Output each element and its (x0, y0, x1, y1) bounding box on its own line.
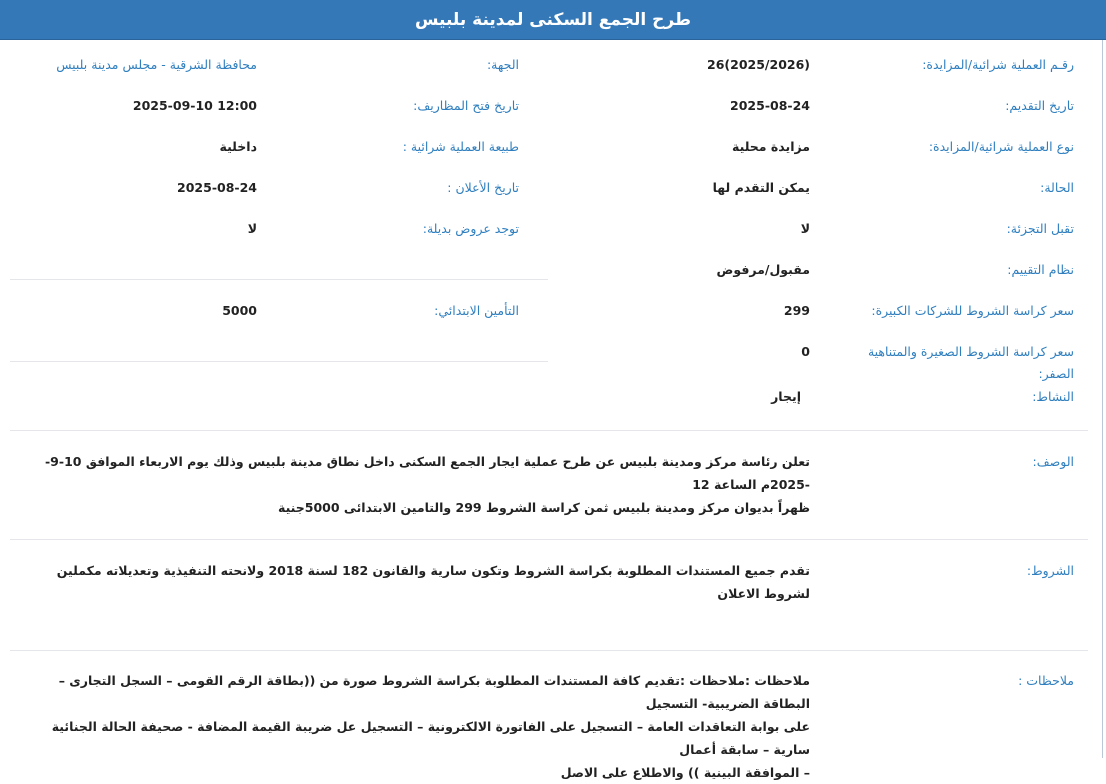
announce-date-value: 2025-08-24 (177, 180, 257, 195)
opening-date-label: تاريخ فتح المظاريف: (413, 98, 519, 113)
operation-nature-label: طبيعة العملية شرائية : (402, 139, 519, 154)
big-companies-price-value: 299 (783, 303, 810, 318)
initial-insurance-label: التأمين الابتدائي: (434, 303, 519, 318)
conditions-line: تقدم جميع المستندات المطلوبة بكراسة الشروط وتكون سارية والقانون 182 لسنة 2018 ولانحته التنفيذية وتعديلاته مكملين لشروط الاعلان (56, 563, 810, 601)
split-label: تقبل التجزئة: (1006, 221, 1074, 236)
operation-number-value: 26(2025/2026) (707, 57, 810, 72)
announce-date-label: تاريخ الأعلان : (447, 180, 519, 195)
opening-date-value: 2025-09-10 12:00 (132, 98, 257, 113)
notes-line: على بوابة التعاقدات العامة – التسجيل على الفاتورة الالكترونية – التسجيل عل ضريبة القيمة المضافة - صحيفة الحالة الجنائية سارية – سابقة أعمال (51, 719, 810, 757)
description-line: تعلن رئاسة مركز ومدينة بلبيس عن طرح عملية ايجار الجمع السكنى داخل نطاق مدينة بلبيس وذلك يوم الاربعاء الموافق 10-9--2025م الساعة 12 (44, 454, 810, 492)
divider (10, 539, 1088, 540)
conditions-label: الشروط: (1026, 563, 1074, 578)
description-label: الوصف: (1032, 454, 1074, 469)
entity-label: الجهة: (486, 57, 519, 72)
page-title: طرح الجمع السكنى لمدينة بلبيس (0, 0, 1106, 40)
divider (10, 430, 1088, 431)
conditions-text (20, 559, 810, 605)
operation-number-label: رقـم العملية شرائية/المزايدة: (922, 57, 1074, 72)
operation-type-label: نوع العملية شرائية/المزايدة: (928, 139, 1074, 154)
notes-text (20, 669, 810, 784)
activity-value: إيجار (771, 389, 801, 404)
small-companies-price-label-2: الصفر: (1038, 366, 1074, 381)
status-value: يمكن التقدم لها (712, 180, 810, 195)
description-text (20, 450, 810, 519)
entity-value: محافظة الشرقية - مجلس مدينة بلبيس (56, 57, 257, 72)
big-companies-price-label: سعر كراسة الشروط للشركات الكبيرة: (871, 303, 1074, 318)
submit-date-value: 2025-08-24 (730, 98, 810, 113)
small-companies-price-label: سعر كراسة الشروط الصغيرة والمتناهية (867, 344, 1074, 359)
description-line: ظهراً بديوان مركز ومدينة بلبيس ثمن كراسة الشروط 299 والتامين الابتدائى 5000جنية (277, 500, 810, 515)
status-label: الحالة: (1040, 180, 1074, 195)
alt-offers-value: لا (247, 221, 257, 236)
initial-insurance-value: 5000 (222, 303, 257, 318)
evaluation-value: مقبول/مرفوض (716, 262, 810, 277)
divider (10, 361, 548, 362)
divider (10, 279, 548, 280)
evaluation-label: نظام التقييم: (1007, 262, 1074, 277)
notes-label: ملاحظات : (1018, 673, 1074, 688)
notes-line: ملاحظات :ملاحظات :تقديم كافة المستندات المطلوبة بكراسة الشروط صورة من ((بطاقة الرقم القومى – السجل التجارى – البطاقة الضريبية- التسجيل (58, 673, 810, 711)
alt-offers-label: توجد عروض بديلة: (422, 221, 519, 236)
divider (10, 650, 1088, 651)
notes-line: – الموافقة البينية )) والاطلاع على الاصل (560, 765, 810, 780)
right-border (1102, 40, 1103, 758)
operation-nature-value: داخلية (219, 139, 257, 154)
small-companies-price-value: 0 (801, 344, 810, 359)
operation-type-value: مزايدة محلية (732, 139, 810, 154)
submit-date-label: تاريخ التقديم: (1005, 98, 1074, 113)
activity-label: النشاط: (1032, 389, 1074, 404)
split-value: لا (800, 221, 810, 236)
